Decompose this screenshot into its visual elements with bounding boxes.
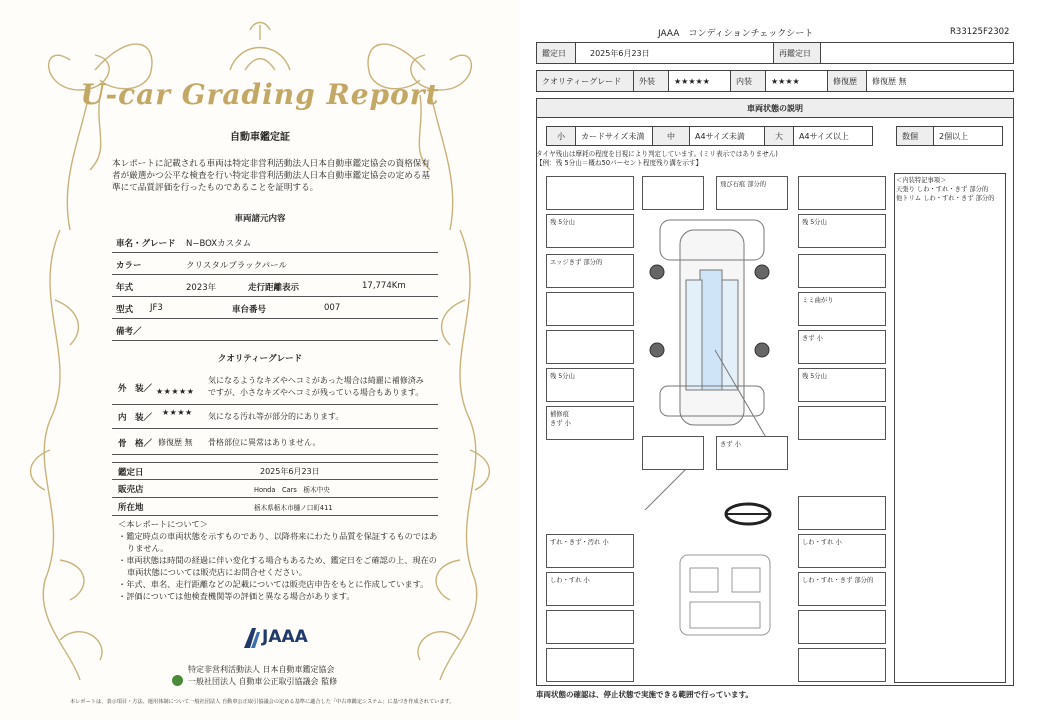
damage-box — [798, 292, 886, 326]
damage-box — [546, 292, 634, 326]
spec-label: カラー — [116, 261, 142, 271]
spec-value: 007 — [324, 303, 341, 313]
grade-value: 修復歴 無 — [158, 438, 193, 447]
interior-note-item: 他トリム しわ・すれ・きず 部分的 — [896, 195, 995, 202]
spec-row-remarks — [112, 319, 438, 341]
script-title: U-car Grading Report — [80, 78, 440, 111]
quality-label: クオリティーグレード — [536, 70, 634, 92]
grade-label: 内 装／ — [118, 413, 153, 423]
date-label: 鑑定日 — [536, 42, 576, 64]
note-item: ・車両状態は時間の経過に伴い変化する場合もあるため、鑑定日をご確認の上、現在の車両状態については販売店にお問合せください。 — [118, 555, 437, 577]
damage-box — [642, 176, 704, 210]
damage-note: 残 5分山 — [550, 373, 575, 380]
spec-label: 車台番号 — [232, 305, 267, 315]
interior-damage-box — [546, 534, 634, 568]
spec-label: 型式 — [116, 305, 134, 315]
legend-large: 大 — [764, 126, 794, 146]
damage-box — [798, 368, 886, 402]
interior-damage-box — [798, 534, 886, 568]
damage-note: きず 小 — [802, 335, 823, 342]
damage-box — [716, 436, 788, 470]
grade-title: クオリティーグレード — [217, 354, 303, 364]
interior-damage-box — [798, 648, 886, 682]
spec-label: 走行距離表示 — [248, 283, 300, 293]
damage-note: すれ・きず・汚れ 小 — [550, 539, 609, 546]
grade-row-interior — [112, 405, 438, 429]
grade-text: 気になる汚れ等が部分的にあります。 — [208, 412, 344, 421]
damage-box — [546, 214, 634, 248]
int-label: 内装 — [730, 70, 766, 92]
section-title: 車両状態の説明 — [536, 98, 1014, 118]
damage-box — [716, 176, 788, 210]
sheet-id: R33125F2302 — [950, 27, 1010, 37]
tire-example-note: 【例：残 5分山＝概ね50パーセント程度残り溝を示す】 — [536, 159, 703, 167]
grade-row-exterior — [112, 371, 438, 405]
organization-line: 特定非営利活動法人 日本自動車鑑定協会 — [188, 665, 335, 674]
info-label: 販売店 — [118, 485, 144, 495]
interior-notes-box — [894, 173, 1006, 683]
damage-note: 残 5分山 — [550, 219, 575, 226]
ext-label: 外装 — [633, 70, 669, 92]
note-item: ・鑑定時点の車両状態を示すものであり、以降将来にわたり品質を保証するものではありません。 — [118, 531, 438, 553]
int-stars: ★★★★ — [765, 70, 828, 92]
legend-medium-desc: A4サイズ未満 — [689, 126, 765, 146]
legend-small-desc: カードサイズ未満 — [575, 126, 653, 146]
redate-label: 再鑑定日 — [773, 42, 821, 64]
info-value: 栃木県栃木市樋ノ口町411 — [254, 504, 333, 512]
info-row-dealer — [112, 480, 438, 498]
grade-text: 気になるようなキズやヘコミがあった場合は綺麗に補修済み — [208, 376, 424, 385]
damage-box — [798, 254, 886, 288]
note-item: ・評価については他検査機関等の評価と異なる場合があります。 — [118, 591, 355, 601]
damage-note: ミミ曲がり — [802, 297, 834, 304]
grade-text: 骨格部位に異常はありません。 — [208, 438, 321, 447]
damage-box — [546, 330, 634, 364]
ext-stars: ★★★★★ — [668, 70, 731, 92]
spec-row-year — [112, 275, 438, 297]
repair-label: 修復歴 — [827, 70, 867, 92]
damage-box — [546, 176, 634, 210]
damage-box — [798, 406, 886, 440]
repair-value: 修復歴 無 — [866, 70, 1014, 92]
spec-value: 17,774Km — [362, 281, 406, 291]
interior-damage-box — [546, 648, 634, 682]
info-row-address — [112, 498, 438, 516]
legend-count-desc: 2個以上 — [933, 126, 1003, 146]
spec-value: JF3 — [150, 303, 163, 313]
bottom-note: 車両状態の確認は、停止状態で実施できる範囲で行っています。 — [536, 690, 753, 699]
info-value: Honda Cars 栃木中央 — [254, 486, 330, 494]
damage-box — [798, 214, 886, 248]
notes-title: ＜本レポートについて＞ — [118, 519, 208, 529]
damage-box — [798, 176, 886, 210]
damage-box — [546, 254, 634, 288]
organization-line: 一般社団法人 自動車公正取引協議会 監修 — [188, 677, 338, 686]
spec-label: 年式 — [116, 283, 134, 293]
jaaa-logo-text: JAAA — [262, 627, 308, 647]
interior-notes-title: ＜内装特記事項＞ — [896, 177, 947, 184]
interior-damage-box — [798, 572, 886, 606]
condition-check-sheet — [520, 0, 1040, 720]
exterior-stars: ★★★★★ — [156, 387, 195, 396]
damage-box — [546, 406, 634, 440]
intro-text: 本レポートに記載される車両は特定非営利活動法人日本自動車鑑定協会の資格保有者が厳選かつ公平な検査を行い特定非営利活動法人日本自動車鑑定協会の定める基準にて品質評価を行ったものであることを証明する。 — [112, 159, 430, 193]
legend-medium: 中 — [652, 126, 690, 146]
interior-damage-box — [798, 496, 886, 530]
report-notes — [118, 518, 438, 602]
damage-note: きず 小 — [550, 420, 571, 427]
damage-note: エッジきず 部分的 — [550, 259, 603, 266]
specs-title: 車両諸元内容 — [234, 214, 286, 224]
damage-note: 飛び石痕 部分的 — [720, 181, 767, 188]
damage-box — [546, 368, 634, 402]
spec-row-name — [112, 231, 438, 253]
damage-note: しわ・すれ 小 — [550, 577, 590, 584]
interior-damage-box — [546, 610, 634, 644]
spec-value: クリスタルブラックパール — [186, 261, 287, 271]
fine-print: 本レポートは、表示項目・方法、運用体制について一般社団法人 自動車公正取引協議会の定める基準に適合した「中古車鑑定システム」に基づき作成されています。 — [70, 699, 455, 705]
sheet-title: JAAA コンディションチェックシート — [658, 29, 814, 39]
legend-small: 小 — [546, 126, 576, 146]
spec-value: 2023年 — [186, 283, 217, 293]
damage-note: しわ・すれ・きず 部分的 — [802, 577, 874, 584]
spec-value: N−BOXカスタム — [186, 239, 252, 249]
interior-stars: ★★★★ — [162, 408, 193, 417]
grade-label: 骨 格／ — [118, 439, 153, 449]
spec-label: 備考／ — [116, 327, 142, 337]
certificate-title: 自動車鑑定証 — [230, 132, 290, 143]
spec-row-model — [112, 297, 438, 319]
damage-note: 残 5分山 — [802, 219, 827, 226]
note-item: ・年式、車名、走行距離などの記載については販売店申告をもとに作成しています。 — [118, 579, 429, 589]
damage-note: しわ・すれ 小 — [802, 539, 842, 546]
spec-label: 車名・グレード — [116, 239, 176, 249]
damage-box — [642, 436, 704, 470]
grade-row-frame — [112, 429, 438, 455]
info-row-date — [112, 462, 438, 480]
interior-damage-box — [546, 572, 634, 606]
legend-large-desc: A4サイズ以上 — [793, 126, 873, 146]
grade-label: 外 装／ — [118, 384, 153, 394]
interior-damage-box — [798, 610, 886, 644]
interior-notes — [896, 176, 994, 203]
grade-text: ですが、小さなキズやヘコミが残っている場合もあります。 — [208, 388, 424, 397]
damage-note: きず 小 — [720, 441, 741, 448]
vehicle-diagram — [620, 210, 800, 640]
spec-row-color — [112, 253, 438, 275]
redate-value — [820, 42, 1014, 64]
tire-note: タイヤ残山は摩耗の程度を目視により判定しています。(ミリ表示ではありません) — [536, 150, 778, 158]
legend-count: 数個 — [896, 126, 934, 146]
damage-box — [798, 330, 886, 364]
date-value: 2025年6月23日 — [575, 42, 774, 64]
council-logo-icon — [172, 675, 183, 686]
damage-note: 残 5分山 — [802, 373, 827, 380]
info-label: 所在地 — [118, 503, 144, 513]
info-value: 2025年6月23日 — [260, 467, 320, 476]
damage-note: 補修痕 — [550, 411, 569, 418]
info-label: 鑑定日 — [118, 468, 144, 478]
interior-note-item: 天張り しわ・すれ・きず 部分的 — [896, 186, 989, 193]
